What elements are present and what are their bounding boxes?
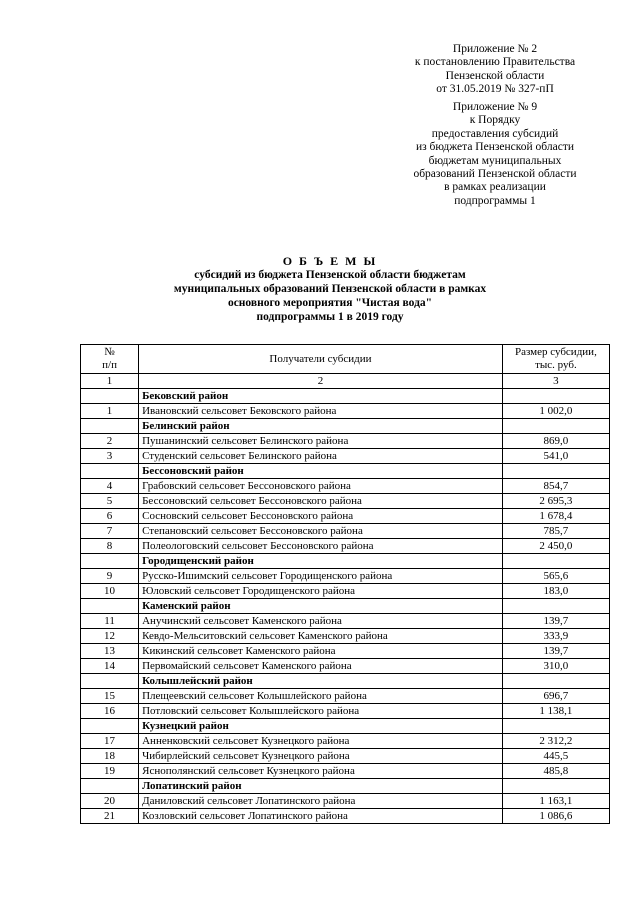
subsidy-table <box>80 344 610 824</box>
row-num: 7 <box>81 524 139 539</box>
appendix-header-line: Приложение № 9 <box>452 101 538 113</box>
table-row <box>81 764 610 779</box>
appendix-header-line: из бюджета Пензенской области <box>415 141 575 154</box>
row-amount: 1 138,1 <box>502 704 609 719</box>
row-amount <box>502 464 609 479</box>
row-num: 20 <box>81 794 139 809</box>
recipient-name: Кевдо-Мельситовский сельсовет Каменского района <box>139 629 503 644</box>
row-amount <box>502 674 609 689</box>
column-number-row <box>81 374 610 389</box>
header-amount: Размер субсидии, тыс. руб. <box>502 345 609 374</box>
appendix-header-line: от 31.05.2019 № 327-пП <box>436 83 554 96</box>
row-amount: 854,7 <box>502 479 609 494</box>
row-num: 13 <box>81 644 139 659</box>
row-amount: 1 163,1 <box>502 794 609 809</box>
table-row <box>81 749 610 764</box>
district-row <box>81 419 610 434</box>
row-num: 8 <box>81 539 139 554</box>
table-row <box>81 734 610 749</box>
recipient-name: Бессоновский сельсовет Бессоновского района <box>139 494 503 509</box>
recipient-name: Сосновский сельсовет Бессоновского района <box>139 509 503 524</box>
recipient-name: Потловский сельсовет Колышлейского района <box>139 704 503 719</box>
row-num: 19 <box>81 764 139 779</box>
recipient-name: Анучинский сельсовет Каменского района <box>139 614 503 629</box>
table-row <box>81 434 610 449</box>
district-name: Городищенский район <box>139 554 503 569</box>
row-amount <box>502 719 609 734</box>
district-row <box>81 464 610 479</box>
subtitle-line: субсидий из бюджета Пензенской области бюджетам <box>194 269 466 281</box>
row-amount <box>502 599 609 614</box>
district-row <box>81 719 610 734</box>
table-row <box>81 809 610 824</box>
appendix-header-line: к Порядку <box>469 114 521 127</box>
row-amount: 310,0 <box>502 659 609 674</box>
recipient-name: Кикинский сельсовет Каменского района <box>139 644 503 659</box>
row-amount <box>502 779 609 794</box>
row-amount: 485,8 <box>502 764 609 779</box>
table-row <box>81 524 610 539</box>
row-num: 6 <box>81 509 139 524</box>
table-row <box>81 659 610 674</box>
row-num <box>81 719 139 734</box>
row-num: 15 <box>81 689 139 704</box>
district-row <box>81 599 610 614</box>
table-row <box>81 629 610 644</box>
row-num <box>81 554 139 569</box>
table-row <box>81 689 610 704</box>
recipient-name: Пушанинский сельсовет Белинского района <box>139 434 503 449</box>
row-amount: 541,0 <box>502 449 609 464</box>
column-number: 3 <box>502 374 609 389</box>
appendix-header <box>380 43 610 97</box>
appendix-header-line: предоставления субсидий <box>431 127 559 140</box>
table-row <box>81 644 610 659</box>
district-name: Кузнецкий район <box>139 719 503 734</box>
column-number: 2 <box>139 374 503 389</box>
district-row <box>81 779 610 794</box>
recipient-name: Русско-Ишимский сельсовет Городищенского района <box>139 569 503 584</box>
district-name: Белинский район <box>139 419 503 434</box>
table-row <box>81 584 610 599</box>
recipient-name: Первомайский сельсовет Каменского района <box>139 659 503 674</box>
table-header-row <box>81 345 610 374</box>
row-amount: 1 678,4 <box>502 509 609 524</box>
appendix-header-line: к постановлению Правительства <box>414 56 576 69</box>
row-amount: 696,7 <box>502 689 609 704</box>
recipient-name: Анненковский сельсовет Кузнецкого района <box>139 734 503 749</box>
row-num: 1 <box>81 404 139 419</box>
row-num: 4 <box>81 479 139 494</box>
appendix-header-line: образований Пензенской области <box>413 168 577 181</box>
column-number: 1 <box>81 374 139 389</box>
row-amount: 183,0 <box>502 584 609 599</box>
table-row <box>81 569 610 584</box>
subtitle-line: муниципальных образований Пензенской области в рамках <box>173 283 487 295</box>
table-row <box>81 614 610 629</box>
row-amount: 785,7 <box>502 524 609 539</box>
row-num <box>81 389 139 404</box>
district-row <box>81 674 610 689</box>
district-name: Каменский район <box>139 599 503 614</box>
row-num <box>81 599 139 614</box>
row-num <box>81 674 139 689</box>
row-amount: 139,7 <box>502 644 609 659</box>
table-row <box>81 404 610 419</box>
recipient-name: Яснополянский сельсовет Кузнецкого района <box>139 764 503 779</box>
row-num: 12 <box>81 629 139 644</box>
row-amount: 1 002,0 <box>502 404 609 419</box>
row-num <box>81 779 139 794</box>
row-num: 18 <box>81 749 139 764</box>
row-num: 11 <box>81 614 139 629</box>
row-num: 14 <box>81 659 139 674</box>
recipient-name: Грабовский сельсовет Бессоновского района <box>139 479 503 494</box>
row-amount: 1 086,6 <box>502 809 609 824</box>
row-amount: 333,9 <box>502 629 609 644</box>
recipient-name: Ивановский сельсовет Бековского района <box>139 404 503 419</box>
subtitle-line: основного мероприятия "Чистая вода" <box>227 297 433 309</box>
recipient-name: Козловский сельсовет Лопатинского района <box>139 809 503 824</box>
district-row <box>81 389 610 404</box>
row-num: 3 <box>81 449 139 464</box>
table-row <box>81 794 610 809</box>
row-amount <box>502 389 609 404</box>
table-row <box>81 704 610 719</box>
recipient-name: Студенский сельсовет Белинского района <box>139 449 503 464</box>
table-row <box>81 539 610 554</box>
row-num: 2 <box>81 434 139 449</box>
district-name: Бековский район <box>139 389 503 404</box>
document-title: О Б Ъ Е М Ы <box>282 254 378 268</box>
row-num <box>81 419 139 434</box>
row-amount: 445,5 <box>502 749 609 764</box>
district-row <box>81 554 610 569</box>
district-name: Лопатинский район <box>139 779 503 794</box>
district-name: Колышлейский район <box>139 674 503 689</box>
row-amount <box>502 419 609 434</box>
recipient-name: Плещеевский сельсовет Колышлейского района <box>139 689 503 704</box>
appendix-header-2 <box>380 101 610 208</box>
recipient-name: Степановский сельсовет Бессоновского района <box>139 524 503 539</box>
row-amount: 2 450,0 <box>502 539 609 554</box>
district-name: Бессоновский район <box>139 464 503 479</box>
row-amount: 2 312,2 <box>502 734 609 749</box>
row-amount: 2 695,3 <box>502 494 609 509</box>
row-num: 10 <box>81 584 139 599</box>
appendix-header-line: подпрограммы 1 <box>454 194 536 207</box>
appendix-header-line: в рамках реализации <box>444 181 546 194</box>
row-num <box>81 464 139 479</box>
row-amount <box>502 554 609 569</box>
row-amount: 869,0 <box>502 434 609 449</box>
header-num: № п/п <box>81 345 139 374</box>
recipient-name: Юловский сельсовет Городищенского района <box>139 584 503 599</box>
appendix-header-line: Приложение № 2 <box>452 43 538 55</box>
subtitle-line: подпрограммы 1 в 2019 году <box>256 311 404 323</box>
row-num: 17 <box>81 734 139 749</box>
table-row <box>81 494 610 509</box>
row-num: 21 <box>81 809 139 824</box>
recipient-name: Даниловский сельсовет Лопатинского района <box>139 794 503 809</box>
table-row <box>81 509 610 524</box>
row-num: 16 <box>81 704 139 719</box>
header-recipient: Получатели субсидии <box>139 345 503 374</box>
document-subtitle <box>120 268 540 324</box>
table-row <box>81 449 610 464</box>
appendix-header-line: Пензенской области <box>445 69 545 82</box>
row-num: 9 <box>81 569 139 584</box>
row-amount: 139,7 <box>502 614 609 629</box>
row-num: 5 <box>81 494 139 509</box>
row-amount: 565,6 <box>502 569 609 584</box>
table-row <box>81 479 610 494</box>
recipient-name: Чибирлейский сельсовет Кузнецкого района <box>139 749 503 764</box>
recipient-name: Полеологовский сельсовет Бессоновского района <box>139 539 503 554</box>
appendix-header-line: бюджетам муниципальных <box>428 154 562 167</box>
